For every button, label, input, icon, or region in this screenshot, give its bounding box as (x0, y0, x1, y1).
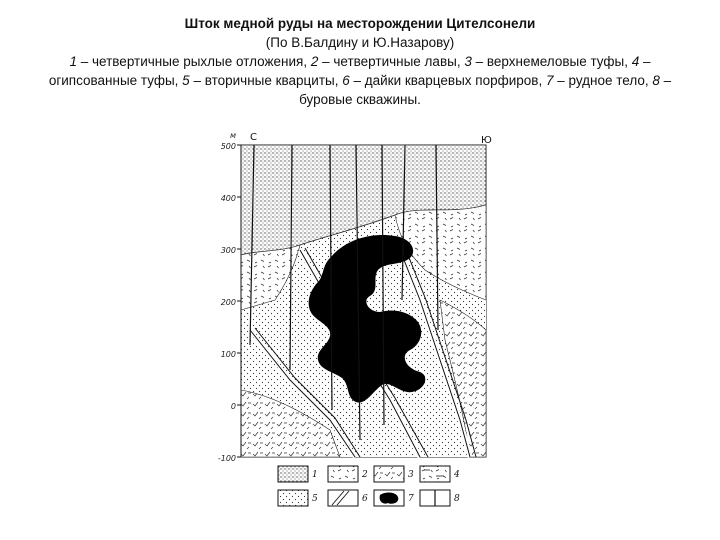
elevation-axis (218, 131, 241, 463)
legend-number-2: 2 (362, 470, 368, 480)
elevation-label-0: 0 (230, 402, 236, 411)
legend-item-5 (278, 490, 318, 506)
legend-text-2: – четвертичные лавы, (318, 54, 465, 69)
legend-number-8: 8 (454, 494, 460, 504)
legend-item-3 (374, 466, 414, 482)
legend-number-7: 7 (408, 494, 414, 504)
legend-number-6: 6 (362, 494, 368, 504)
legend-text-num-3: 3 (464, 54, 472, 69)
section-body (218, 131, 492, 463)
legend-item-1 (278, 466, 318, 482)
elevation-label-minus100: -100 (217, 454, 236, 463)
legend-item-6 (328, 490, 368, 506)
legend-text-3: – верхнемеловые туфы, (471, 54, 632, 69)
legend-text-1: – четвертичные рыхлые отложения, (77, 54, 311, 69)
legend-item-8 (420, 490, 460, 506)
legend-text-7: – рудное тело, (553, 73, 653, 88)
legend-text-num-5: 5 (182, 73, 190, 88)
legend-item-4 (420, 466, 460, 482)
legend-text-num-7: 7 (545, 73, 554, 88)
legend-item-2 (328, 466, 368, 482)
legend-text-8: – буровые скважины. (299, 73, 672, 107)
north-label: С (250, 132, 257, 143)
legend-number-1: 1 (312, 470, 318, 480)
legend (278, 466, 460, 506)
legend-item-7 (374, 490, 414, 506)
legend-number-4: 4 (454, 470, 460, 480)
axis-unit: м (229, 131, 236, 140)
elevation-label-400: 400 (220, 194, 236, 203)
legend-text-num-2: 2 (310, 54, 319, 69)
legend-number-3: 3 (408, 470, 414, 480)
elevation-label-500: 500 (220, 142, 236, 151)
legend-number-5: 5 (312, 494, 318, 504)
legend-text-num-6: 6 (342, 73, 350, 88)
caption-title: Шток медной руды на месторождении Цителсонели (184, 16, 536, 31)
elevation-label-300: 300 (220, 246, 236, 255)
legend-text-num-1: 1 (69, 54, 77, 69)
legend-text-4: – огипсованные туфы, (48, 54, 651, 88)
legend-text-num-8: 8 (652, 73, 660, 88)
elevation-label-100: 100 (220, 350, 236, 359)
legend-text-6: – дайки кварцевых порфиров, (349, 73, 546, 88)
caption-authors: (По В.Балдину и Ю.Назарову) (265, 35, 455, 50)
elevation-label-200: 200 (220, 298, 236, 307)
legend-text-num-4: 4 (631, 54, 640, 69)
south-label: Ю (481, 135, 492, 146)
legend-text-5: – вторичные кварциты, (189, 73, 343, 88)
